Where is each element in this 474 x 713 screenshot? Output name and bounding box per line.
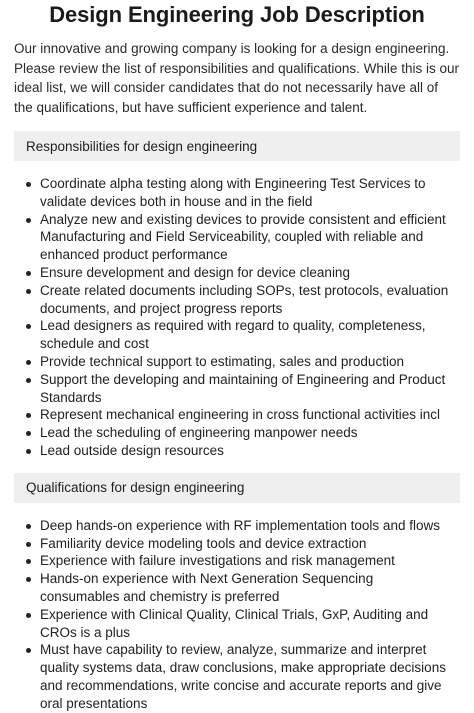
list-item: Lead designers as required with regard to quality, completeness, schedule and cost	[40, 317, 460, 353]
list-item: Must have capability to review, analyze, summarize and interpret quality systems data, draw conclusions, make appropriate decisions and recommendations, write concise and accurate reports and give oral presentations	[40, 641, 460, 712]
qualifications-list	[14, 517, 460, 713]
list-item: Provide technical support to estimating, sales and production	[40, 353, 460, 371]
list-item: Deep hands-on experience with RF implementation tools and flows	[40, 517, 460, 535]
list-item: Experience with failure investigations and risk management	[40, 552, 460, 570]
list-item: Analyze new and existing devices to provide consistent and efficient Manufacturing and Field Serviceability, coupled with reliable and enhanced product performance	[40, 211, 460, 264]
list-item: Represent mechanical engineering in cross functional activities incl	[40, 406, 460, 424]
list-item: Coordinate alpha testing along with Engineering Test Services to validate devices both in house and in the field	[40, 175, 460, 211]
list-item: Lead the scheduling of engineering manpower needs	[40, 424, 460, 442]
list-item: Lead outside design resources	[40, 442, 460, 460]
list-item: Experience with Clinical Quality, Clinical Trials, GxP, Auditing and CROs is a plus	[40, 606, 460, 642]
responsibilities-list	[14, 175, 460, 460]
list-item: Ensure development and design for device cleaning	[40, 264, 460, 282]
list-item: Hands-on experience with Next Generation Sequencing consumables and chemistry is preferred	[40, 570, 460, 606]
list-item: Support the developing and maintaining of Engineering and Product Standards	[40, 371, 460, 407]
qualifications-heading: Qualifications for design engineering	[14, 473, 460, 503]
list-item: Familiarity device modeling tools and device extraction	[40, 535, 460, 553]
responsibilities-heading: Responsibilities for design engineering	[14, 131, 460, 161]
intro-paragraph: Our innovative and growing company is looking for a design engineering. Please review the list of responsibilities and qualifications. While this is our ideal list, we will consider candidates that do not necessarily have all of the qualifications, but have sufficient experience and talent.	[14, 41, 459, 115]
page-title: Design Engineering Job Description	[49, 2, 425, 27]
list-item: Create related documents including SOPs, test protocols, evaluation documents, and project progress reports	[40, 282, 460, 318]
